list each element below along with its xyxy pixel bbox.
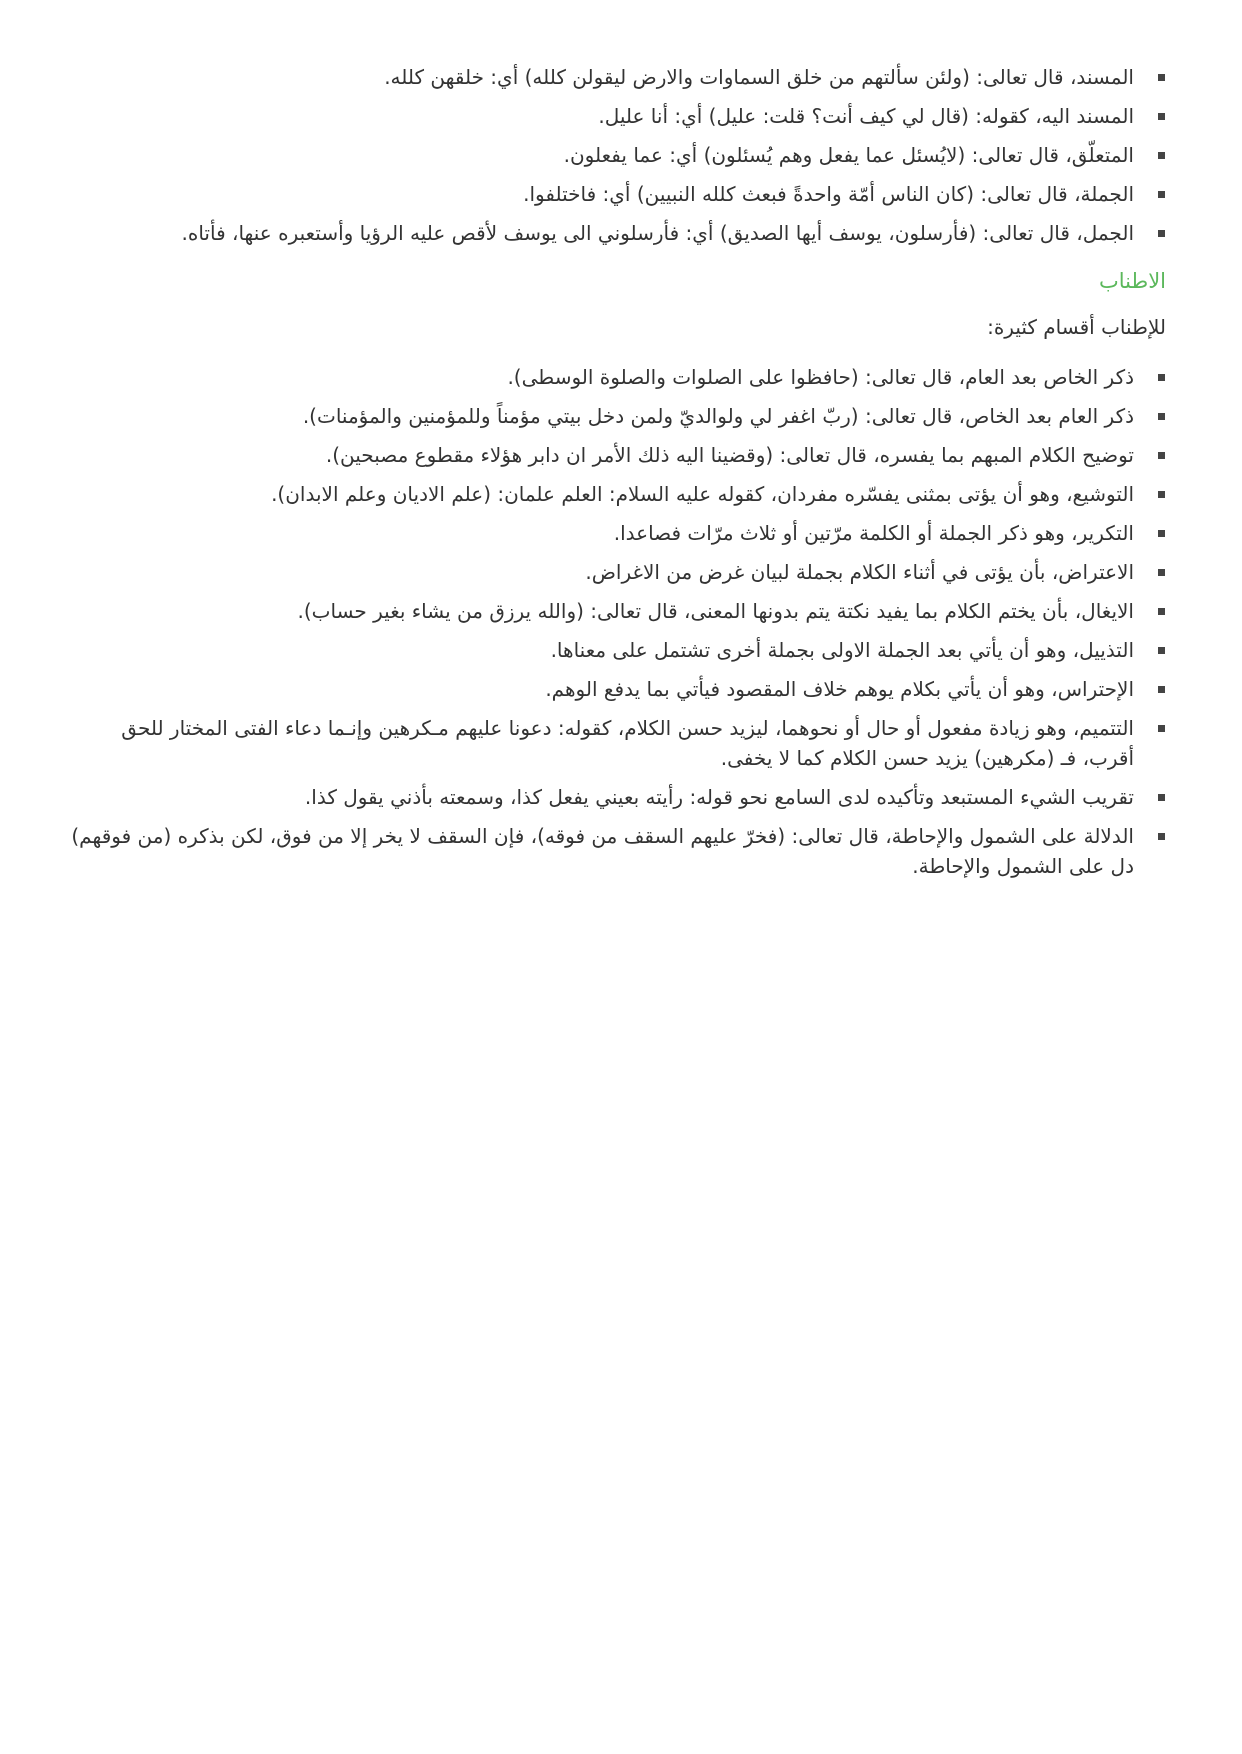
section-heading: الاطناب xyxy=(1098,269,1166,293)
list-item: الاعتراض، بأن يؤتى في أثناء الكلام بجملة لبيان غرض من الاغراض. xyxy=(66,557,1134,587)
list-item: ذكر العام بعد الخاص، قال تعالى: (ربّ اغفر لي ولوالديّ ولمن دخل بيتي مؤمناً وللمؤمنين والمؤمنات). xyxy=(66,401,1134,431)
list-item: الايغال، بأن يختم الكلام بما يفيد نكتة يتم بدونها المعنى، قال تعالى: (والله يرزق من يشاء بغير حساب). xyxy=(66,596,1134,626)
list-item: الجمل، قال تعالى: (فأرسلون، يوسف أيها الصديق) أي: فأرسلوني الى يوسف لأقص عليه الرؤيا وأستعبره عنها، فأتاه. xyxy=(66,218,1134,248)
list-item: التكرير، وهو ذكر الجملة أو الكلمة مرّتين أو ثلاث مرّات فصاعدا. xyxy=(66,518,1134,548)
square-bullet-icon xyxy=(1158,491,1165,498)
list-item: التذييل، وهو أن يأتي بعد الجملة الاولى بجملة أخرى تشتمل على معناها. xyxy=(66,635,1134,665)
list-item: توضيح الكلام المبهم بما يفسره، قال تعالى: (وقضينا اليه ذلك الأمر ان دابر هؤلاء مقطوع مصبحين). xyxy=(66,440,1134,470)
document-page xyxy=(66,62,1166,890)
square-bullet-icon xyxy=(1158,374,1165,381)
square-bullet-icon xyxy=(1158,152,1165,159)
square-bullet-icon xyxy=(1158,413,1165,420)
list-item: المتعلّق، قال تعالى: (لايُسئل عما يفعل وهم يُسئلون) أي: عما يفعلون. xyxy=(66,140,1134,170)
list-item: الإحتراس، وهو أن يأتي بكلام يوهم خلاف المقصود فيأتي بما يدفع الوهم. xyxy=(66,674,1134,704)
list-item: ذكر الخاص بعد العام، قال تعالى: (حافظوا على الصلوات والصلوة الوسطى). xyxy=(66,362,1134,392)
list-item: الدلالة على الشمول والإحاطة، قال تعالى: (فخرّ عليهم السقف من فوقه)، فإن السقف لا يخر إلا من فوق، لكن بذكره (من فوقهم) دل على الشمول والإحاطة. xyxy=(66,821,1134,881)
square-bullet-icon xyxy=(1158,74,1165,81)
list-item: الجملة، قال تعالى: (كان الناس أمّة واحدةً فبعث كلله النبيين) أي: فاختلفوا. xyxy=(66,179,1134,209)
square-bullet-icon xyxy=(1158,530,1165,537)
intro-paragraph: للإطناب أقسام كثيرة: xyxy=(987,315,1166,339)
square-bullet-icon xyxy=(1158,569,1165,576)
square-bullet-icon xyxy=(1158,452,1165,459)
square-bullet-icon xyxy=(1158,833,1165,840)
list-item: المسند اليه، كقوله: (قال لي كيف أنت؟ قلت: عليل) أي: أنا عليل. xyxy=(66,101,1134,131)
list-item: التتميم، وهو زيادة مفعول أو حال أو نحوهما، ليزيد حسن الكلام، كقوله: دعونا عليهم مـكرهين وإنـما دعاء الفتى المختار للحق أقرب، فـ (مكرهين) يزيد حسن الكلام كما لا يخفى. xyxy=(66,713,1134,773)
list-item: التوشيع، وهو أن يؤتى بمثنى يفسّره مفردان، كقوله عليه السلام: العلم علمان: (علم الاديان وعلم الابدان). xyxy=(66,479,1134,509)
list-item: تقريب الشيء المستبعد وتأكيده لدى السامع نحو قوله: رأيته بعيني يفعل كذا، وسمعته بأذني يقول كذا. xyxy=(66,782,1134,812)
square-bullet-icon xyxy=(1158,191,1165,198)
itnab-types-list xyxy=(66,362,1166,881)
ellipsis-types-list xyxy=(66,62,1166,248)
square-bullet-icon xyxy=(1158,794,1165,801)
list-item: المسند، قال تعالى: (ولئن سألتهم من خلق السماوات والارض ليقولن كلله) أي: خلقهن كلله. xyxy=(66,62,1134,92)
square-bullet-icon xyxy=(1158,608,1165,615)
square-bullet-icon xyxy=(1158,725,1165,732)
square-bullet-icon xyxy=(1158,113,1165,120)
square-bullet-icon xyxy=(1158,647,1165,654)
square-bullet-icon xyxy=(1158,686,1165,693)
square-bullet-icon xyxy=(1158,230,1165,237)
